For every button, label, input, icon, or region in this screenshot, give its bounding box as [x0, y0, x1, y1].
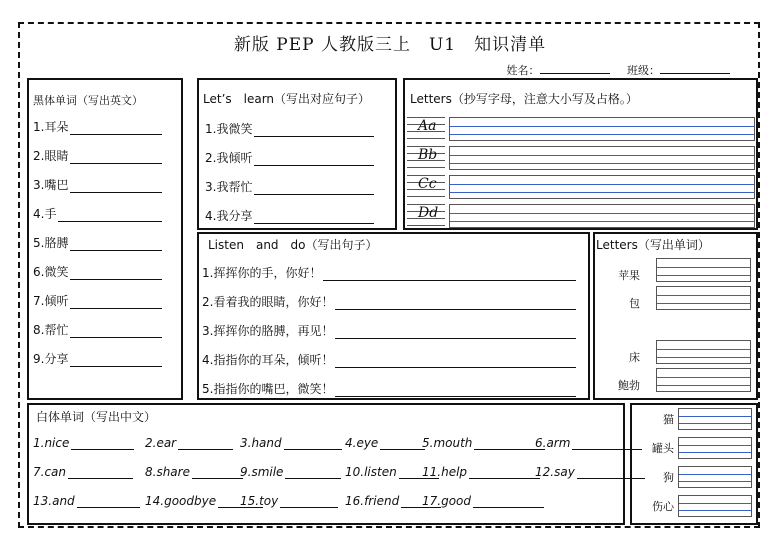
answer-blank[interactable] — [178, 437, 233, 450]
answer-blank[interactable] — [335, 355, 576, 368]
grid-line — [450, 163, 754, 164]
answer-blank[interactable] — [70, 180, 162, 193]
answer-blank[interactable] — [192, 466, 243, 479]
word-write-grid[interactable] — [656, 286, 751, 310]
class-blank[interactable] — [660, 63, 730, 74]
black-word-prompt: 5.胳膊 — [33, 236, 69, 250]
lets-learn-item — [205, 120, 374, 137]
guide-line — [407, 167, 445, 168]
black-word-prompt: 6.微笑 — [33, 265, 69, 279]
white-word-item — [145, 436, 233, 450]
listen-do-prompt: 4.指指你的耳朵，倾听！ — [202, 353, 334, 367]
word-write-grid[interactable] — [678, 495, 752, 517]
black-word-item — [33, 321, 162, 338]
sample-letter: Bb — [418, 147, 438, 163]
grid-line — [679, 510, 751, 511]
white-word-prompt: 11.help — [422, 465, 468, 479]
answer-blank[interactable] — [254, 124, 374, 137]
copy-letter-grid[interactable] — [449, 175, 755, 199]
right-word-prompt: 猫 — [663, 413, 674, 426]
name-label: 姓名： — [506, 64, 540, 77]
grid-line — [679, 416, 751, 417]
grid-line — [657, 349, 750, 350]
answer-blank[interactable] — [254, 153, 374, 166]
listen-do-prompt: 3.挥挥你的胳膊，再见！ — [202, 324, 334, 338]
white-word-item — [535, 465, 645, 479]
sample-letter: Aa — [418, 118, 437, 134]
black-word-prompt: 1.耳朵 — [33, 120, 69, 134]
sample-letter: Dd — [418, 205, 439, 221]
word-write-grid[interactable] — [678, 466, 752, 488]
answer-blank[interactable] — [77, 495, 140, 508]
right-word-prompt: 狗 — [663, 471, 674, 484]
black-word-prompt: 3.嘴巴 — [33, 178, 69, 192]
answer-blank[interactable] — [68, 466, 133, 479]
black-word-item — [33, 234, 162, 251]
listen-do-prompt: 1.挥挥你的手，你好！ — [202, 266, 322, 280]
white-word-prompt: 12.say — [535, 465, 575, 479]
answer-blank[interactable] — [335, 326, 576, 339]
copy-letter-grid[interactable] — [449, 146, 755, 170]
answer-blank[interactable] — [572, 437, 642, 450]
black-word-item — [33, 263, 162, 280]
black-word-item — [33, 176, 162, 193]
lets-learn-prompt: 1.我微笑 — [205, 122, 253, 136]
white-word-prompt: 3.hand — [240, 436, 282, 450]
letters-copy-heading: Letters（抄写字母，注意大小写及占格。） — [410, 92, 638, 106]
copy-letter-grid[interactable] — [449, 117, 755, 141]
white-word-item — [145, 465, 243, 479]
white-word-prompt: 1.nice — [33, 436, 70, 450]
black-word-item — [33, 147, 162, 164]
grid-line — [679, 474, 751, 475]
answer-blank[interactable] — [469, 466, 540, 479]
letters-word-prompt: 鲍勃 — [618, 379, 640, 392]
grid-line — [679, 452, 751, 453]
white-word-item — [422, 465, 540, 479]
answer-blank[interactable] — [70, 267, 162, 280]
answer-blank[interactable] — [380, 437, 425, 450]
white-word-prompt: 15.toy — [240, 494, 279, 508]
white-word-prompt: 5.mouth — [422, 436, 473, 450]
grid-line — [657, 267, 750, 268]
grid-line — [450, 134, 754, 135]
grid-line — [657, 303, 750, 304]
grid-line — [657, 295, 750, 296]
black-word-item — [33, 205, 162, 222]
listen-do-prompt: 2.看着我的眼睛，你好！ — [202, 295, 334, 309]
grid-line — [450, 126, 754, 127]
grid-line — [450, 184, 754, 185]
class-label: 班级： — [627, 64, 660, 77]
black-word-item — [33, 118, 162, 135]
answer-blank[interactable] — [70, 151, 162, 164]
sample-letter: Cc — [418, 176, 437, 192]
letters-word-prompt: 苹果 — [618, 269, 640, 282]
lets-learn-prompt: 3.我帮忙 — [205, 180, 253, 194]
answer-blank[interactable] — [71, 437, 134, 450]
grid-line — [657, 357, 750, 358]
grid-line — [657, 385, 750, 386]
lets-learn-prompt: 2.我倾听 — [205, 151, 253, 165]
grid-line — [657, 275, 750, 276]
grid-line — [679, 503, 751, 504]
black-word-prompt: 4.手 — [33, 207, 57, 221]
white-word-prompt: 8.share — [145, 465, 190, 479]
white-word-prompt: 16.friend — [345, 494, 400, 508]
answer-blank[interactable] — [335, 297, 576, 310]
listen-do-item — [202, 264, 576, 281]
black-word-item — [33, 350, 162, 367]
answer-blank[interactable] — [473, 495, 544, 508]
word-write-grid[interactable] — [656, 258, 751, 282]
white-word-prompt: 9.smile — [240, 465, 284, 479]
answer-blank[interactable] — [254, 211, 374, 224]
white-words-heading: 白体单词（写出中文） — [36, 410, 157, 424]
white-word-item — [240, 494, 338, 508]
word-write-grid[interactable] — [656, 368, 751, 392]
listen-do-item — [202, 380, 576, 397]
white-word-item — [535, 436, 642, 450]
listen-do-item — [202, 351, 576, 368]
listen-do-box — [197, 232, 590, 400]
grid-line — [450, 213, 754, 214]
answer-blank[interactable] — [335, 384, 576, 397]
letters-word-prompt: 床 — [629, 351, 640, 364]
guide-line — [407, 196, 445, 197]
name-blank[interactable] — [540, 63, 610, 74]
lets-learn-prompt: 4.我分享 — [205, 209, 253, 223]
answer-blank[interactable] — [285, 466, 341, 479]
black-word-prompt: 8.帮忙 — [33, 323, 69, 337]
answer-blank[interactable] — [70, 122, 162, 135]
listen-do-heading: Listen and do（写出句子） — [208, 238, 378, 252]
worksheet-title: 新版 PEP 人教版三上 U1 知识清单 — [233, 35, 547, 55]
answer-blank[interactable] — [70, 354, 162, 367]
answer-blank[interactable] — [284, 437, 342, 450]
white-word-prompt: 13.and — [33, 494, 75, 508]
word-write-grid[interactable] — [678, 408, 752, 430]
answer-blank[interactable] — [323, 268, 576, 281]
word-write-grid[interactable] — [678, 437, 752, 459]
white-word-item — [33, 494, 140, 508]
grid-line — [679, 481, 751, 482]
white-word-prompt: 7.can — [33, 465, 67, 479]
copy-letter-grid[interactable] — [449, 204, 755, 228]
guide-line — [407, 225, 445, 226]
white-word-prompt: 6.arm — [535, 436, 571, 450]
answer-blank[interactable] — [70, 296, 162, 309]
listen-do-prompt: 5.指指你的嘴巴，微笑！ — [202, 382, 334, 396]
answer-blank[interactable] — [58, 209, 162, 222]
name-class-bar — [507, 62, 745, 78]
lets-learn-item — [205, 149, 374, 166]
grid-line — [450, 192, 754, 193]
guide-line — [407, 138, 445, 139]
lets-learn-item — [205, 178, 374, 195]
grid-line — [450, 221, 754, 222]
black-words-heading: 黑体单词（写出英文） — [33, 94, 143, 107]
white-word-prompt: 10.listen — [345, 465, 397, 479]
grid-line — [657, 377, 750, 378]
black-word-item — [33, 292, 162, 309]
answer-blank[interactable] — [70, 325, 162, 338]
black-word-prompt: 7.倾听 — [33, 294, 69, 308]
answer-blank[interactable] — [70, 238, 162, 251]
white-word-prompt: 2.ear — [145, 436, 177, 450]
grid-line — [679, 445, 751, 446]
letters-word-prompt: 包 — [629, 297, 640, 310]
listen-do-item — [202, 293, 576, 310]
black-word-prompt: 9.分享 — [33, 352, 69, 366]
grid-line — [450, 155, 754, 156]
lets-learn-heading: Let’s learn（写出对应句子） — [203, 92, 371, 106]
white-word-item — [240, 436, 342, 450]
white-word-prompt: 17.good — [422, 494, 472, 508]
white-word-prompt: 14.goodbye — [145, 494, 217, 508]
right-word-prompt: 罐头 — [652, 442, 674, 455]
white-word-item — [240, 465, 341, 479]
white-word-item — [422, 436, 545, 450]
white-word-prompt: 4.eye — [345, 436, 379, 450]
letters-words-heading: Letters（写出单词） — [596, 238, 710, 252]
grid-line — [679, 423, 751, 424]
right-word-prompt: 伤心 — [652, 500, 674, 513]
white-word-item — [422, 494, 544, 508]
white-word-item — [345, 436, 425, 450]
answer-blank[interactable] — [254, 182, 374, 195]
black-word-prompt: 2.眼睛 — [33, 149, 69, 163]
white-word-item — [33, 436, 134, 450]
word-write-grid[interactable] — [656, 340, 751, 364]
listen-do-item — [202, 322, 576, 339]
answer-blank[interactable] — [280, 495, 338, 508]
lets-learn-item — [205, 207, 374, 224]
white-word-item — [33, 465, 133, 479]
